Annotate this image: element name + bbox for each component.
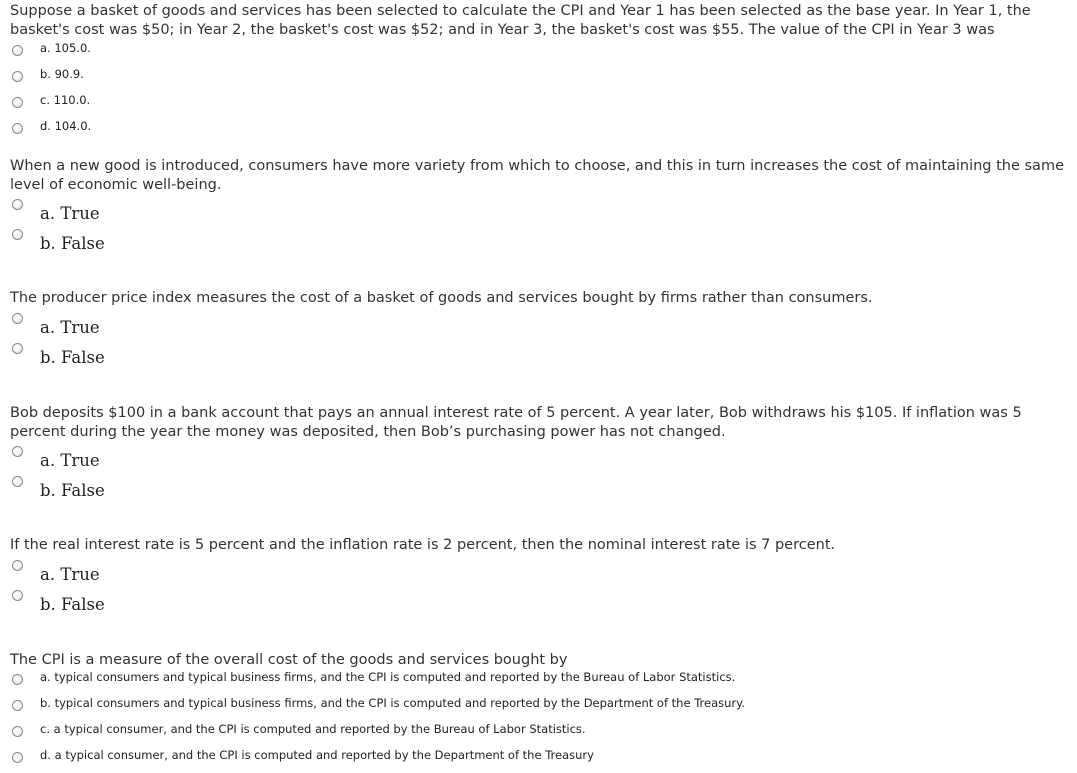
question-6-option-d[interactable] [10, 748, 1067, 768]
question-1-option-b[interactable] [10, 67, 1067, 93]
question-2-stem: When a new good is introduced, consumers have more variety from which to choose, and this in turn increases the cost of maintaining the same level of economic well-being. [10, 158, 1064, 193]
question-4-option-b[interactable] [10, 481, 1067, 511]
radio-button[interactable] [12, 560, 23, 571]
question-5-stem: If the real interest rate is 5 percent and the inflation rate is 2 percent, then the nominal interest rate is 7 percent. [10, 537, 836, 553]
option-label: b. typical consumers and typical business firms, and the CPI is computed and reported by the Department of the Treasury. [40, 695, 745, 710]
radio-button[interactable] [12, 752, 23, 763]
option-label: a. True [40, 451, 100, 470]
option-label: d. 104.0. [40, 119, 92, 133]
question-4-stem: Bob deposits $100 in a bank account that pays an annual interest rate of 5 percent. A year later, Bob withdraws his $105. If inflation was 5 percent during the year the money was deposited, then Bob’s purchasing power has not changed. [10, 405, 1022, 440]
question-1-option-c[interactable] [10, 93, 1067, 119]
option-label: a. typical consumers and typical business firms, and the CPI is computed and reported by the Bureau of Labor Statistics. [40, 669, 736, 684]
radio-button[interactable] [12, 343, 23, 354]
radio-button[interactable] [12, 476, 23, 487]
question-2-option-a[interactable] [10, 204, 1067, 234]
option-label: b. False [40, 347, 105, 367]
question-5-option-b[interactable] [10, 595, 1067, 625]
question-2 [10, 157, 1067, 264]
option-label: c. 110.0. [40, 93, 91, 107]
option-label: b. False [40, 481, 105, 500]
option-label: c. a typical consumer, and the CPI is computed and reported by the Bureau of Labor Statistics. [40, 721, 586, 736]
question-6-options [10, 670, 1067, 768]
radio-button[interactable] [12, 71, 23, 82]
radio-button[interactable] [12, 199, 23, 210]
radio-button[interactable] [12, 97, 23, 108]
question-3-option-b[interactable] [10, 348, 1067, 378]
question-1-options [10, 41, 1067, 145]
question-3 [10, 289, 1067, 378]
radio-button[interactable] [12, 313, 23, 324]
option-label: b. 90.9. [40, 67, 84, 81]
option-label: b. False [40, 234, 105, 253]
radio-button[interactable] [12, 45, 23, 56]
question-6-option-c[interactable] [10, 722, 1067, 748]
option-label: a. True [40, 204, 100, 223]
question-5-options [10, 565, 1067, 625]
option-label: a. 105.0. [40, 41, 91, 55]
question-4-options [10, 451, 1067, 511]
question-3-options [10, 318, 1067, 378]
radio-button[interactable] [12, 446, 23, 457]
question-1-option-a[interactable] [10, 41, 1067, 67]
radio-button[interactable] [12, 674, 23, 685]
question-6-stem: The CPI is a measure of the overall cost of the goods and services bought by [10, 652, 568, 668]
question-1 [10, 2, 1067, 145]
option-label: a. True [40, 317, 100, 337]
option-label: a. True [40, 564, 100, 584]
question-3-option-a[interactable] [10, 318, 1067, 348]
option-label: b. False [40, 594, 105, 614]
question-1-option-d[interactable] [10, 119, 1067, 145]
question-6 [10, 651, 1067, 768]
question-5-option-a[interactable] [10, 565, 1067, 595]
question-4 [10, 404, 1067, 511]
option-label: d. a typical consumer, and the CPI is computed and reported by the Department of the Treasury [40, 747, 594, 762]
radio-button[interactable] [12, 700, 23, 711]
question-6-option-b[interactable] [10, 696, 1067, 722]
radio-button[interactable] [12, 229, 23, 240]
question-4-option-a[interactable] [10, 451, 1067, 481]
radio-button[interactable] [12, 590, 23, 601]
radio-button[interactable] [12, 726, 23, 737]
radio-button[interactable] [12, 123, 23, 134]
question-2-options [10, 204, 1067, 264]
question-2-option-b[interactable] [10, 234, 1067, 264]
question-6-option-a[interactable] [10, 670, 1067, 696]
question-1-stem: Suppose a basket of goods and services has been selected to calculate the CPI and Year 1 has been selected as the base year. In Year 1, the basket's cost was $50; in Year 2, the basket's cost was $52; and in Year 3, the basket's cost was $55. The value of the CPI in Year 3 was [10, 3, 1031, 38]
question-3-stem: The producer price index measures the cost of a basket of goods and services bought by firms rather than consumers. [10, 290, 873, 306]
question-5 [10, 536, 1067, 625]
